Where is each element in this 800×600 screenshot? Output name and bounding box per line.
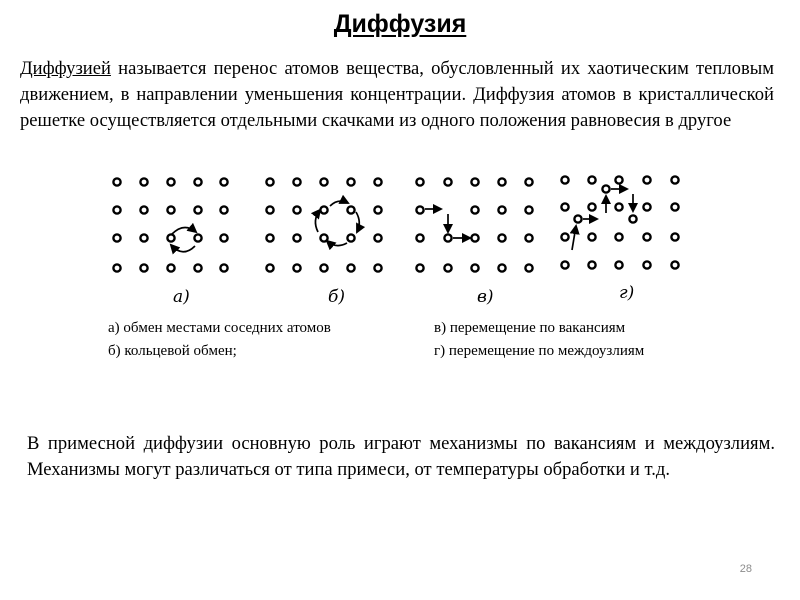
atom: [615, 233, 622, 240]
interstitial-atom: [602, 185, 609, 192]
atom: [374, 264, 381, 271]
atom: [194, 178, 201, 185]
lattice-a: [113, 178, 227, 271]
atom: [113, 234, 120, 241]
atom: [167, 206, 174, 213]
atom: [471, 234, 478, 241]
atom: [588, 261, 595, 268]
atom: [293, 178, 300, 185]
atom: [525, 178, 532, 185]
atom: [220, 178, 227, 185]
figure-labels: [173, 283, 634, 307]
atom: [615, 261, 622, 268]
atom: [293, 234, 300, 241]
atom: [643, 261, 650, 268]
atom: [588, 233, 595, 240]
atom: [167, 234, 174, 241]
interstitial-atom: [629, 215, 636, 222]
atom: [525, 234, 532, 241]
figure-label-b: б): [328, 287, 346, 307]
atom: [320, 234, 327, 241]
caption-vacancy: в) перемещение по вакансиям: [434, 320, 626, 336]
atom: [615, 203, 622, 210]
atom-lattices: [113, 176, 678, 271]
atom: [471, 178, 478, 185]
atom: [347, 206, 354, 213]
definition-paragraph: [20, 56, 774, 134]
atom: [374, 206, 381, 213]
slide-title: [0, 7, 800, 41]
ring-arrow-3: [327, 241, 347, 246]
figure-label-d: г): [619, 283, 635, 303]
atom: [525, 206, 532, 213]
atom: [444, 178, 451, 185]
atom: [167, 178, 174, 185]
atom: [266, 206, 273, 213]
atom: [220, 206, 227, 213]
atom: [588, 176, 595, 183]
atom: [374, 234, 381, 241]
caption-interstitial: г) перемещение по междоузлиям: [434, 343, 645, 359]
conclusion-paragraph: В примесной диффузии основную роль играют механизмы по вакансиям и междоузлиям. Механизмы могут различаться от типа примеси, от температуры обработки и т.д.: [27, 433, 775, 480]
atom: [220, 264, 227, 271]
lattice-b: [266, 178, 381, 271]
atom: [615, 176, 622, 183]
atom: [525, 264, 532, 271]
atom: [113, 264, 120, 271]
atom: [140, 234, 147, 241]
atom: [167, 264, 174, 271]
atom: [113, 178, 120, 185]
atom: [671, 203, 678, 210]
atom: [471, 206, 478, 213]
atom: [320, 206, 327, 213]
atom: [588, 203, 595, 210]
definition-text: называется перенос атомов вещества, обусловленный их хаотическим тепловым движением, в направлении уменьшения концентрации. Диффузия атомов в кристаллической решетке осуществляется отдельными скачками из одного положения равновесия в другое: [20, 58, 774, 131]
atom: [140, 264, 147, 271]
atom: [416, 178, 423, 185]
atom: [471, 264, 478, 271]
atom: [374, 178, 381, 185]
lattice-c: [416, 178, 532, 271]
swap-arrow-top: [172, 227, 196, 234]
atom: [220, 234, 227, 241]
atom: [498, 206, 505, 213]
atom: [347, 234, 354, 241]
atom: [498, 178, 505, 185]
atom: [498, 234, 505, 241]
caption-swap: а) обмен местами соседних атомов: [108, 320, 331, 336]
atom: [416, 234, 423, 241]
atom: [320, 264, 327, 271]
diffusion-mechanisms-figure: [100, 163, 700, 313]
atom: [416, 264, 423, 271]
atom: [561, 176, 568, 183]
atom: [266, 178, 273, 185]
slide-title-text: Диффузия: [333, 10, 467, 38]
atom: [671, 261, 678, 268]
atom: [140, 206, 147, 213]
atom: [561, 203, 568, 210]
interstitial-arrow-1: [572, 226, 576, 250]
figure-label-c: в): [477, 287, 494, 307]
atom: [194, 206, 201, 213]
definition-term: Диффузией: [20, 58, 111, 79]
interstitial-atom: [574, 215, 581, 222]
figure-captions: [108, 317, 718, 365]
atom: [671, 233, 678, 240]
atom: [113, 206, 120, 213]
atom: [561, 261, 568, 268]
arrows: [171, 189, 633, 252]
atom: [293, 264, 300, 271]
atom: [671, 176, 678, 183]
atom: [643, 233, 650, 240]
atom: [266, 264, 273, 271]
caption-ring: б) кольцевой обмен;: [108, 343, 237, 359]
figure-label-a: а): [173, 287, 190, 307]
atom: [194, 234, 201, 241]
atom: [444, 264, 451, 271]
atom: [320, 178, 327, 185]
atom: [266, 234, 273, 241]
atom: [643, 203, 650, 210]
ring-arrow-2: [356, 212, 359, 232]
atom: [347, 264, 354, 271]
atom: [444, 234, 451, 241]
atom: [498, 264, 505, 271]
atom: [140, 178, 147, 185]
atom: [347, 178, 354, 185]
ring-arrow-1: [330, 201, 348, 206]
ring-arrow-4: [315, 210, 320, 232]
atom: [293, 206, 300, 213]
swap-arrow-bottom: [171, 245, 195, 252]
atom: [643, 176, 650, 183]
page-number: 28: [739, 563, 752, 575]
atom: [416, 206, 423, 213]
atom: [194, 264, 201, 271]
atom: [561, 233, 568, 240]
